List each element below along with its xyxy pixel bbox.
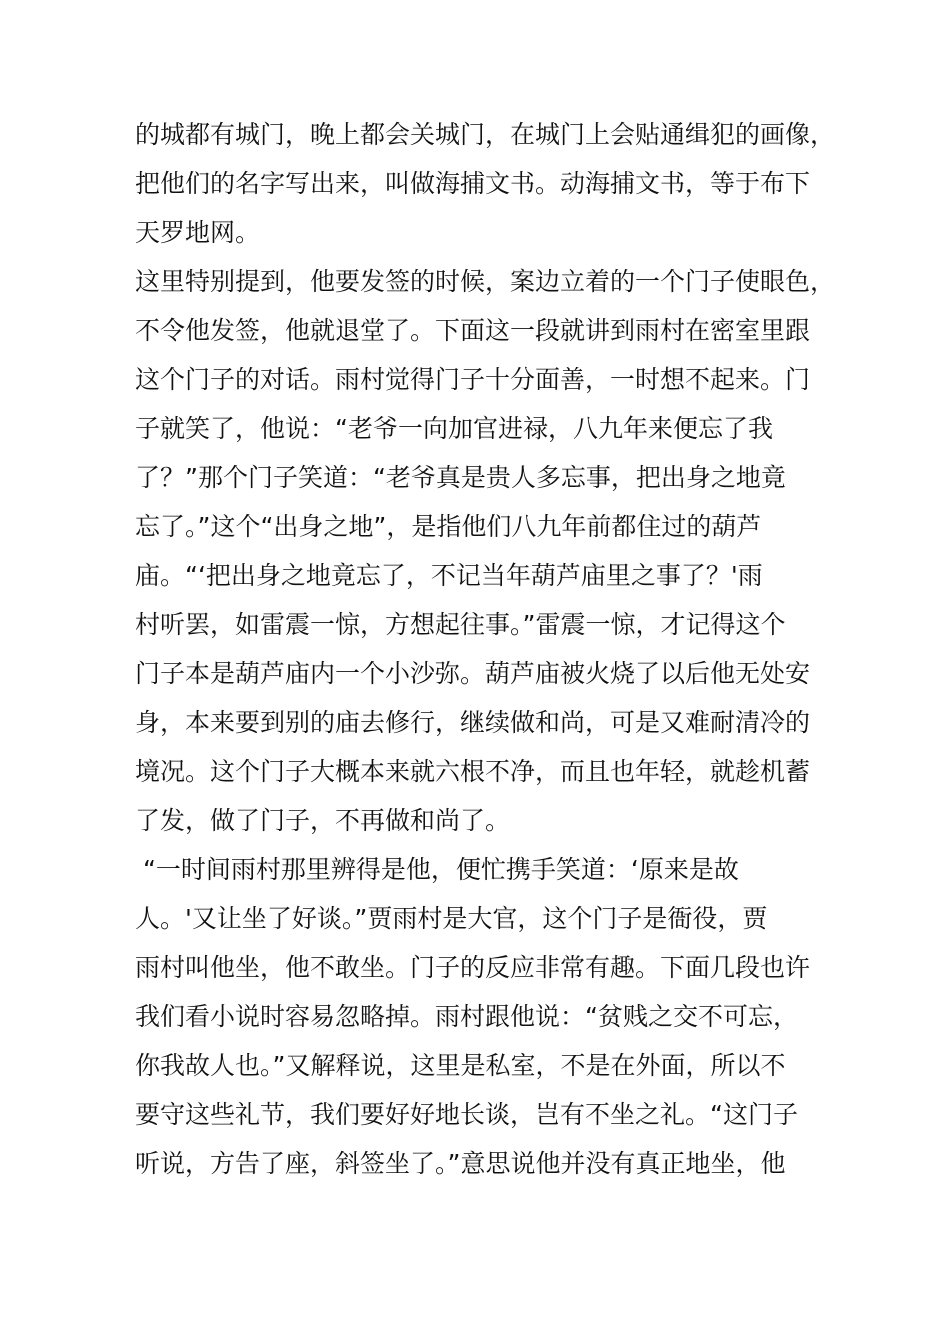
text-line: 村听罢，如雷震一惊，方想起往事。”雷震一惊，才记得这个	[135, 610, 786, 639]
text-line: 我们看小说时容易忽略掉。雨村跟他说：“贫贱之交不可忘，	[135, 1002, 798, 1031]
text-line: 这里特别提到，他要发签的时候，案边立着的一个门子使眼色，	[135, 267, 835, 296]
text-line: 雨村叫他坐，他不敢坐。门子的反应非常有趣。下面几段也许	[135, 953, 811, 982]
text-line: 境况。这个门子大概本来就六根不净，而且也年轻，就趁机蓄	[135, 757, 811, 786]
body-text	[135, 110, 835, 1188]
text-line: 门子本是葫芦庙内一个小沙弥。葫芦庙被火烧了以后他无处安	[135, 659, 811, 688]
text-line: 要守这些礼节，我们要好好地长谈，岂有不坐之礼。“这门子	[135, 1100, 798, 1129]
text-line: 听说，方告了座，斜签坐了。”意思说他并没有真正地坐，他	[135, 1149, 786, 1178]
text-line: 了发，做了门子，不再做和尚了。	[135, 806, 511, 835]
text-line: 了？”那个门子笑道：“老爷真是贵人多忘事，把出身之地竟	[135, 463, 786, 492]
text-line: 子就笑了，他说：“老爷一向加官进禄，八九年来便忘了我	[135, 414, 773, 443]
text-line: 把他们的名字写出来，叫做海捕文书。动海捕文书，等于布下	[135, 169, 811, 198]
text-line: 的城都有城门，晚上都会关城门，在城门上会贴通缉犯的画像，	[135, 120, 835, 149]
text-line: 人。'又让坐了好谈。”贾雨村是大官，这个门子是衙役，贾	[135, 904, 768, 933]
text-line: 庙。“‘把出身之地竟忘了，不记当年葫芦庙里之事了？'雨	[135, 561, 763, 590]
text-line: 这个门子的对话。雨村觉得门子十分面善，一时想不起来。门	[135, 365, 811, 394]
text-line: 身，本来要到别的庙去修行，继续做和尚，可是又难耐清冷的	[135, 708, 811, 737]
text-line: 你我故人也。”又解释说，这里是私室，不是在外面，所以不	[135, 1051, 786, 1080]
text-line: 天罗地网。	[135, 218, 261, 247]
text-line: 忘了。”这个“出身之地”，是指他们八九年前都住过的葫芦	[135, 512, 762, 541]
text-line: 不令他发签，他就退堂了。下面这一段就讲到雨村在密室里跟	[135, 316, 811, 345]
text-line: “一时间雨村那里辨得是他，便忙携手笑道：‘原来是故	[135, 855, 739, 884]
